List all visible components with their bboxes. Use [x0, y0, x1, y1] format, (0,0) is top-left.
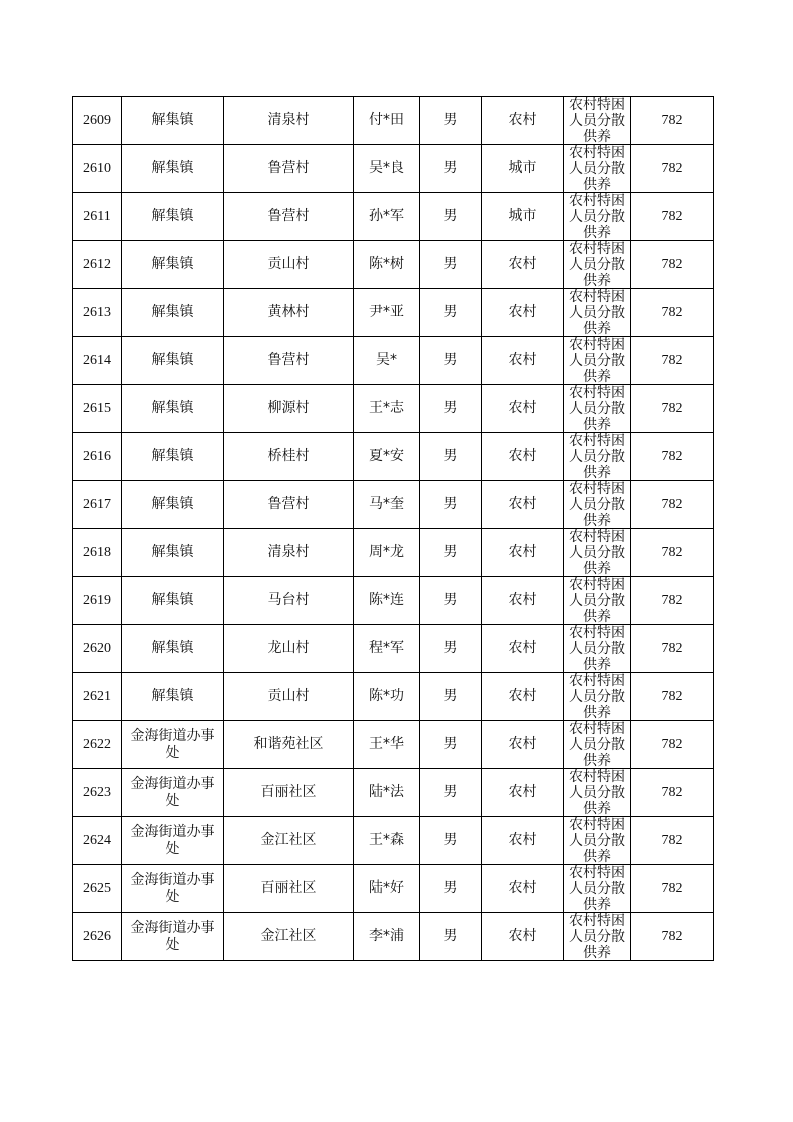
person-name-cell: 夏*安: [354, 433, 420, 481]
town-cell: 解集镇: [122, 289, 224, 337]
town-cell: 解集镇: [122, 433, 224, 481]
assistance-type-cell: [564, 481, 631, 529]
person-name-cell: 吴*良: [354, 145, 420, 193]
village-cell: 清泉村: [224, 529, 354, 577]
record-id-cell: 2611: [73, 193, 122, 241]
record-id-cell: 2617: [73, 481, 122, 529]
village-cell: 鲁营村: [224, 481, 354, 529]
town-cell: 解集镇: [122, 385, 224, 433]
table-row: [73, 673, 714, 721]
record-id-cell: 2621: [73, 673, 122, 721]
village-cell: 桥桂村: [224, 433, 354, 481]
gender-cell: 男: [420, 241, 482, 289]
assistance-type-cell: [564, 625, 631, 673]
amount-cell: 782: [631, 337, 714, 385]
record-id-cell: 2624: [73, 817, 122, 865]
records-table: [72, 96, 714, 961]
assistance-type-cell: [564, 721, 631, 769]
table-row: [73, 817, 714, 865]
amount-cell: 782: [631, 481, 714, 529]
table-row: [73, 769, 714, 817]
assistance-type-cell: [564, 913, 631, 961]
village-cell: 马台村: [224, 577, 354, 625]
area-type-cell: 农村: [482, 289, 564, 337]
record-id-cell: 2614: [73, 337, 122, 385]
record-id-cell: 2613: [73, 289, 122, 337]
gender-cell: 男: [420, 817, 482, 865]
village-cell: 黄林村: [224, 289, 354, 337]
assistance-type-cell: [564, 289, 631, 337]
record-id-cell: 2625: [73, 865, 122, 913]
village-cell: 金江社区: [224, 817, 354, 865]
gender-cell: 男: [420, 337, 482, 385]
area-type-cell: 农村: [482, 481, 564, 529]
table-row: [73, 289, 714, 337]
area-type-cell: 农村: [482, 625, 564, 673]
person-name-cell: 程*军: [354, 625, 420, 673]
area-type-cell: 农村: [482, 241, 564, 289]
town-cell: 金海街道办事处: [122, 721, 224, 769]
person-name-cell: 尹*亚: [354, 289, 420, 337]
person-name-cell: 李*浦: [354, 913, 420, 961]
gender-cell: 男: [420, 145, 482, 193]
table-row: [73, 97, 714, 145]
village-cell: 龙山村: [224, 625, 354, 673]
amount-cell: 782: [631, 577, 714, 625]
area-type-cell: 农村: [482, 817, 564, 865]
person-name-cell: 陆*法: [354, 769, 420, 817]
town-cell: 金海街道办事处: [122, 817, 224, 865]
town-cell: 解集镇: [122, 97, 224, 145]
village-cell: 百丽社区: [224, 769, 354, 817]
gender-cell: 男: [420, 385, 482, 433]
record-id-cell: 2612: [73, 241, 122, 289]
village-cell: 清泉村: [224, 97, 354, 145]
person-name-cell: 王*志: [354, 385, 420, 433]
gender-cell: 男: [420, 865, 482, 913]
town-cell: 金海街道办事处: [122, 769, 224, 817]
gender-cell: 男: [420, 433, 482, 481]
table-row: [73, 625, 714, 673]
assistance-type-text: 农村特困人员分散供养: [569, 721, 625, 768]
record-id-cell: 2609: [73, 97, 122, 145]
assistance-type-text: 农村特困人员分散供养: [569, 193, 625, 240]
area-type-cell: 农村: [482, 97, 564, 145]
assistance-type-text: 农村特困人员分散供养: [569, 673, 625, 720]
table-row: [73, 577, 714, 625]
assistance-type-text: 农村特困人员分散供养: [569, 433, 625, 480]
assistance-type-cell: [564, 193, 631, 241]
village-cell: 鲁营村: [224, 193, 354, 241]
person-name-cell: 周*龙: [354, 529, 420, 577]
assistance-type-cell: [564, 673, 631, 721]
village-cell: 贡山村: [224, 241, 354, 289]
person-name-cell: 陈*连: [354, 577, 420, 625]
table-row: [73, 865, 714, 913]
gender-cell: 男: [420, 577, 482, 625]
gender-cell: 男: [420, 913, 482, 961]
village-cell: 鲁营村: [224, 145, 354, 193]
amount-cell: 782: [631, 145, 714, 193]
assistance-type-cell: [564, 433, 631, 481]
assistance-type-cell: [564, 529, 631, 577]
gender-cell: 男: [420, 673, 482, 721]
town-cell: 解集镇: [122, 145, 224, 193]
amount-cell: 782: [631, 769, 714, 817]
amount-cell: 782: [631, 289, 714, 337]
gender-cell: 男: [420, 97, 482, 145]
area-type-cell: 城市: [482, 145, 564, 193]
amount-cell: 782: [631, 97, 714, 145]
assistance-type-cell: [564, 337, 631, 385]
assistance-type-text: 农村特困人员分散供养: [569, 97, 625, 144]
table-row: [73, 241, 714, 289]
gender-cell: 男: [420, 481, 482, 529]
area-type-cell: 农村: [482, 865, 564, 913]
village-cell: 百丽社区: [224, 865, 354, 913]
table-row: [73, 529, 714, 577]
town-cell: 金海街道办事处: [122, 913, 224, 961]
table-row: [73, 337, 714, 385]
town-cell: 解集镇: [122, 481, 224, 529]
person-name-cell: 陈*功: [354, 673, 420, 721]
assistance-type-cell: [564, 385, 631, 433]
person-name-cell: 吴*: [354, 337, 420, 385]
assistance-type-text: 农村特困人员分散供养: [569, 241, 625, 288]
assistance-type-text: 农村特困人员分散供养: [569, 865, 625, 912]
village-cell: 金江社区: [224, 913, 354, 961]
area-type-cell: 农村: [482, 433, 564, 481]
record-id-cell: 2610: [73, 145, 122, 193]
record-id-cell: 2616: [73, 433, 122, 481]
assistance-type-text: 农村特困人员分散供养: [569, 769, 625, 816]
gender-cell: 男: [420, 193, 482, 241]
assistance-type-text: 农村特困人员分散供养: [569, 385, 625, 432]
amount-cell: 782: [631, 817, 714, 865]
amount-cell: 782: [631, 673, 714, 721]
village-cell: 贡山村: [224, 673, 354, 721]
village-cell: 柳源村: [224, 385, 354, 433]
assistance-type-cell: [564, 577, 631, 625]
amount-cell: 782: [631, 913, 714, 961]
assistance-type-text: 农村特困人员分散供养: [569, 481, 625, 528]
town-cell: 解集镇: [122, 673, 224, 721]
table-row: [73, 193, 714, 241]
records-table-body: [73, 97, 714, 961]
village-cell: 和谐苑社区: [224, 721, 354, 769]
gender-cell: 男: [420, 721, 482, 769]
record-id-cell: 2623: [73, 769, 122, 817]
assistance-type-text: 农村特困人员分散供养: [569, 913, 625, 960]
assistance-type-cell: [564, 817, 631, 865]
assistance-type-text: 农村特困人员分散供养: [569, 625, 625, 672]
gender-cell: 男: [420, 529, 482, 577]
assistance-type-cell: [564, 97, 631, 145]
table-row: [73, 385, 714, 433]
assistance-type-text: 农村特困人员分散供养: [569, 817, 625, 864]
town-cell: 解集镇: [122, 337, 224, 385]
area-type-cell: 农村: [482, 577, 564, 625]
gender-cell: 男: [420, 289, 482, 337]
amount-cell: 782: [631, 529, 714, 577]
area-type-cell: 农村: [482, 673, 564, 721]
area-type-cell: 农村: [482, 769, 564, 817]
town-cell: 解集镇: [122, 241, 224, 289]
person-name-cell: 陈*树: [354, 241, 420, 289]
area-type-cell: 农村: [482, 529, 564, 577]
amount-cell: 782: [631, 721, 714, 769]
record-id-cell: 2626: [73, 913, 122, 961]
area-type-cell: 农村: [482, 337, 564, 385]
person-name-cell: 陆*好: [354, 865, 420, 913]
assistance-type-text: 农村特困人员分散供养: [569, 289, 625, 336]
town-cell: 解集镇: [122, 193, 224, 241]
village-cell: 鲁营村: [224, 337, 354, 385]
assistance-type-text: 农村特困人员分散供养: [569, 145, 625, 192]
assistance-type-text: 农村特困人员分散供养: [569, 337, 625, 384]
amount-cell: 782: [631, 433, 714, 481]
town-cell: 解集镇: [122, 577, 224, 625]
assistance-type-cell: [564, 241, 631, 289]
person-name-cell: 王*华: [354, 721, 420, 769]
table-row: [73, 721, 714, 769]
record-id-cell: 2619: [73, 577, 122, 625]
amount-cell: 782: [631, 625, 714, 673]
table-row: [73, 145, 714, 193]
amount-cell: 782: [631, 865, 714, 913]
record-id-cell: 2622: [73, 721, 122, 769]
gender-cell: 男: [420, 769, 482, 817]
area-type-cell: 农村: [482, 721, 564, 769]
assistance-type-cell: [564, 769, 631, 817]
amount-cell: 782: [631, 385, 714, 433]
record-id-cell: 2620: [73, 625, 122, 673]
area-type-cell: 城市: [482, 193, 564, 241]
table-row: [73, 433, 714, 481]
person-name-cell: 王*森: [354, 817, 420, 865]
gender-cell: 男: [420, 625, 482, 673]
town-cell: 金海街道办事处: [122, 865, 224, 913]
amount-cell: 782: [631, 241, 714, 289]
amount-cell: 782: [631, 193, 714, 241]
assistance-type-text: 农村特困人员分散供养: [569, 577, 625, 624]
assistance-type-cell: [564, 145, 631, 193]
person-name-cell: 马*奎: [354, 481, 420, 529]
table-row: [73, 481, 714, 529]
assistance-type-cell: [564, 865, 631, 913]
table-row: [73, 913, 714, 961]
area-type-cell: 农村: [482, 913, 564, 961]
record-id-cell: 2615: [73, 385, 122, 433]
assistance-type-text: 农村特困人员分散供养: [569, 529, 625, 576]
record-id-cell: 2618: [73, 529, 122, 577]
town-cell: 解集镇: [122, 625, 224, 673]
area-type-cell: 农村: [482, 385, 564, 433]
person-name-cell: 付*田: [354, 97, 420, 145]
town-cell: 解集镇: [122, 529, 224, 577]
person-name-cell: 孙*军: [354, 193, 420, 241]
